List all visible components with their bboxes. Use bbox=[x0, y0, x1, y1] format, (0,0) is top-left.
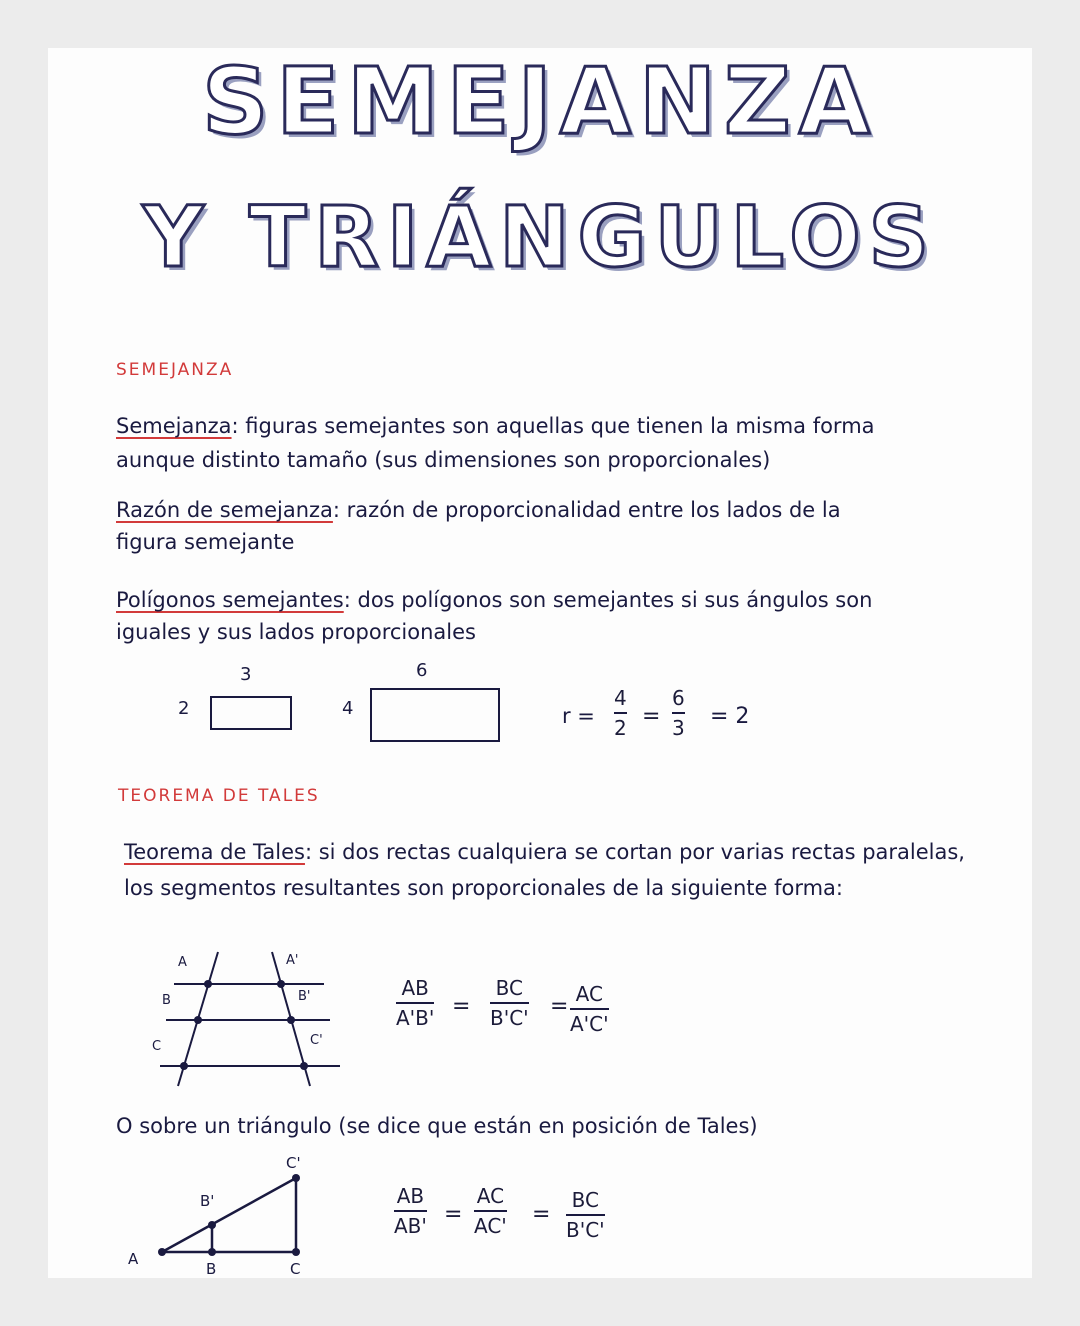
section-heading-semejanza: SEMEJANZA bbox=[116, 360, 234, 380]
formula1-fraction-1 bbox=[396, 976, 434, 1030]
formula1-fraction-2-numerator: BC bbox=[495, 976, 524, 1000]
triangle-outline bbox=[162, 1178, 296, 1252]
diagram1-label-a: A bbox=[178, 955, 187, 970]
formula2-equals-2: = bbox=[532, 1202, 551, 1227]
definition-razon-text: : razón de proporcionalidad entre los lados de la bbox=[332, 498, 841, 522]
small-rectangle bbox=[210, 696, 292, 730]
formula2-fraction-2-denominator: AC' bbox=[474, 1214, 507, 1238]
definition-tales-line-2: los segmentos resultantes son proporcionales de la siguiente forma: bbox=[124, 876, 844, 900]
formula1-equals-2: = bbox=[550, 994, 569, 1019]
definition-poligonos bbox=[116, 588, 872, 612]
tales-triangle-diagram bbox=[114, 1152, 334, 1278]
definition-poligonos-line-2: iguales y sus lados proporcionales bbox=[116, 620, 476, 644]
ratio-prefix: r = bbox=[562, 704, 595, 728]
diagram1-label-c2: C' bbox=[310, 1033, 323, 1048]
diagram1-label-c: C bbox=[152, 1039, 162, 1054]
formula2-fraction-3 bbox=[566, 1188, 605, 1242]
notebook-page bbox=[48, 48, 1032, 1278]
diagram2-label-b2: B' bbox=[200, 1192, 215, 1210]
large-rectangle bbox=[370, 688, 500, 742]
formula1-fraction-3 bbox=[570, 982, 609, 1036]
formula2-fraction-3-numerator: BC bbox=[571, 1188, 600, 1212]
definition-semejanza-text: : figuras semejantes son aquellas que tienen la misma forma bbox=[231, 414, 875, 438]
title-line-1: SEMEJANZA bbox=[202, 48, 878, 155]
formula1-equals-1: = bbox=[452, 994, 471, 1019]
ratio-result: = 2 bbox=[710, 704, 750, 729]
formula2-fraction-3-denominator: B'C' bbox=[566, 1218, 605, 1242]
small-rectangle-width: 3 bbox=[240, 664, 252, 685]
ratio-fraction-1 bbox=[614, 686, 627, 740]
diagram1-label-b: B bbox=[162, 993, 171, 1008]
ratio-fraction-2-numerator: 6 bbox=[672, 686, 685, 710]
definition-tales-text: : si dos rectas cualquiera se cortan por varias rectas paralelas, bbox=[304, 840, 965, 864]
definition-semejanza bbox=[116, 414, 875, 438]
formula1-fraction-1-numerator: AB bbox=[401, 976, 429, 1000]
section-heading-tales: TEOREMA DE TALES bbox=[118, 786, 320, 806]
definition-tales bbox=[124, 840, 965, 864]
formula1-fraction-2 bbox=[490, 976, 529, 1030]
formula1-fraction-1-denominator: A'B' bbox=[396, 1006, 435, 1030]
formula2-equals-1: = bbox=[444, 1202, 463, 1227]
definition-razon-line-2: figura semejante bbox=[116, 530, 295, 554]
small-rectangle-height: 2 bbox=[178, 698, 190, 719]
diagram2-label-c2: C' bbox=[286, 1154, 301, 1172]
tales-parallel-diagram bbox=[144, 944, 354, 1092]
definition-razon bbox=[116, 498, 841, 522]
term-teorema-tales: Teorema de Tales bbox=[124, 840, 305, 864]
large-rectangle-width: 6 bbox=[416, 660, 428, 681]
ratio-fraction-1-denominator: 2 bbox=[614, 716, 627, 740]
formula2-fraction-2 bbox=[474, 1184, 507, 1238]
formula2-fraction-1-numerator: AB bbox=[396, 1184, 425, 1208]
formula2-fraction-1 bbox=[394, 1184, 427, 1238]
diagram2-label-c: C bbox=[290, 1260, 301, 1278]
formula2-fraction-1-denominator: AB' bbox=[394, 1214, 427, 1238]
formula2-fraction-2-numerator: AC bbox=[476, 1184, 505, 1208]
ratio-equals: = bbox=[642, 704, 661, 729]
title-line-2: Y TRIÁNGULOS bbox=[142, 188, 938, 286]
formula1-fraction-2-denominator: B'C' bbox=[490, 1006, 529, 1030]
diagram1-label-a2: A' bbox=[286, 953, 299, 968]
diagram2-label-b: B bbox=[206, 1260, 217, 1278]
ratio-fraction-2-denominator: 3 bbox=[672, 716, 685, 740]
formula1-fraction-3-denominator: A'C' bbox=[570, 1012, 609, 1036]
term-semejanza: Semejanza bbox=[116, 414, 232, 438]
formula1-fraction-3-numerator: AC bbox=[575, 982, 603, 1006]
ratio-fraction-2 bbox=[672, 686, 685, 740]
diagram1-label-b2: B' bbox=[298, 989, 311, 1004]
term-poligonos-semejantes: Polígonos semejantes bbox=[116, 588, 344, 612]
triangle-intro: O sobre un triángulo (se dice que están en posición de Tales) bbox=[116, 1114, 758, 1138]
term-razon-semejanza: Razón de semejanza bbox=[116, 498, 333, 522]
diagram2-label-a: A bbox=[128, 1250, 139, 1268]
ratio-fraction-1-numerator: 4 bbox=[614, 686, 627, 710]
definition-poligonos-text: : dos polígonos son semejantes si sus ángulos son bbox=[343, 588, 873, 612]
large-rectangle-height: 4 bbox=[342, 698, 354, 719]
definition-semejanza-line-2: aunque distinto tamaño (sus dimensiones son proporcionales) bbox=[116, 448, 771, 472]
